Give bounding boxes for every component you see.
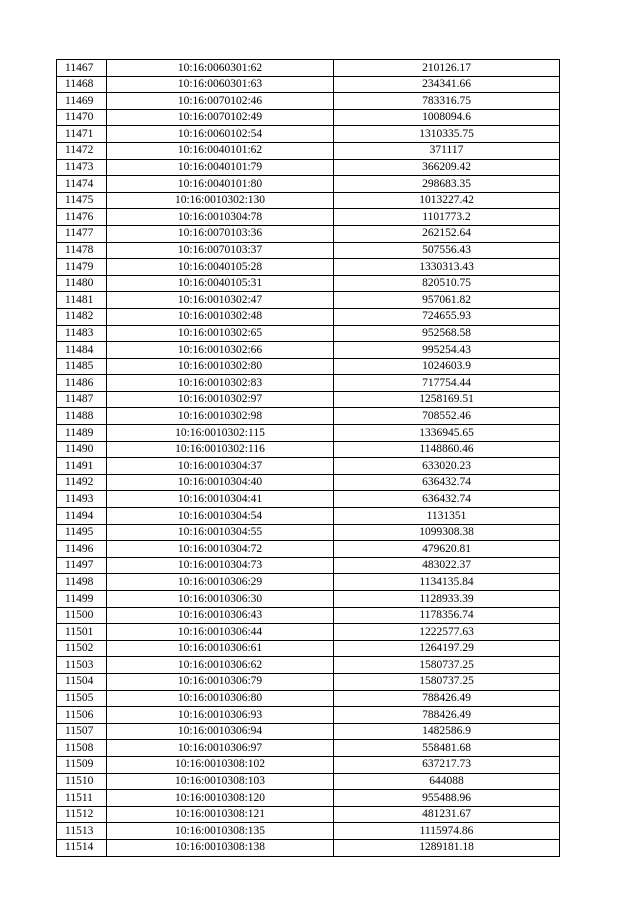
cadastral-number: 10:16:0010302:66 xyxy=(107,342,334,359)
cadastral-number: 10:16:0010304:72 xyxy=(107,541,334,558)
table-row xyxy=(57,640,560,657)
table-row xyxy=(57,690,560,707)
cadastral-number: 10:16:0010302:97 xyxy=(107,391,334,408)
cadastral-value: 481231.67 xyxy=(334,806,560,823)
cadastral-value: 507556.43 xyxy=(334,242,560,259)
table-row xyxy=(57,342,560,359)
cadastral-value: 234341.66 xyxy=(334,76,560,93)
row-number: 11486 xyxy=(57,375,107,392)
cadastral-number: 10:16:0010302:130 xyxy=(107,192,334,209)
row-number: 11492 xyxy=(57,474,107,491)
row-number: 11472 xyxy=(57,142,107,159)
cadastral-number: 10:16:0010306:61 xyxy=(107,640,334,657)
cadastral-number: 10:16:0010306:43 xyxy=(107,607,334,624)
cadastral-value: 1134135.84 xyxy=(334,574,560,591)
table-row xyxy=(57,425,560,442)
row-number: 11496 xyxy=(57,541,107,558)
table-row xyxy=(57,823,560,840)
cadastral-value: 955488.96 xyxy=(334,790,560,807)
row-number: 11473 xyxy=(57,159,107,176)
cadastral-value: 724655.93 xyxy=(334,308,560,325)
cadastral-value: 1131351 xyxy=(334,508,560,525)
cadastral-value: 483022.37 xyxy=(334,557,560,574)
row-number: 11505 xyxy=(57,690,107,707)
cadastral-number: 10:16:0010308:103 xyxy=(107,773,334,790)
table-row xyxy=(57,308,560,325)
table-row xyxy=(57,242,560,259)
table-row xyxy=(57,93,560,110)
row-number: 11480 xyxy=(57,275,107,292)
table-row xyxy=(57,458,560,475)
table-row xyxy=(57,209,560,226)
cadastral-value: 717754.44 xyxy=(334,375,560,392)
row-number: 11494 xyxy=(57,508,107,525)
cadastral-value: 371117 xyxy=(334,142,560,159)
table-row xyxy=(57,508,560,525)
cadastral-number: 10:16:0060102:54 xyxy=(107,126,334,143)
row-number: 11476 xyxy=(57,209,107,226)
cadastral-value: 1008094.6 xyxy=(334,109,560,126)
row-number: 11485 xyxy=(57,358,107,375)
table-row xyxy=(57,591,560,608)
table-row xyxy=(57,76,560,93)
row-number: 11491 xyxy=(57,458,107,475)
cadastral-value: 644088 xyxy=(334,773,560,790)
cadastral-number: 10:16:0010304:54 xyxy=(107,508,334,525)
cadastral-number: 10:16:0060301:63 xyxy=(107,76,334,93)
row-number: 11489 xyxy=(57,425,107,442)
cadastral-value: 1482586.9 xyxy=(334,723,560,740)
table-row xyxy=(57,142,560,159)
row-number: 11511 xyxy=(57,790,107,807)
row-number: 11495 xyxy=(57,524,107,541)
cadastral-number: 10:16:0010306:29 xyxy=(107,574,334,591)
cadastral-number: 10:16:0010306:94 xyxy=(107,723,334,740)
cadastral-number: 10:16:0070103:37 xyxy=(107,242,334,259)
row-number: 11499 xyxy=(57,591,107,608)
table-row xyxy=(57,574,560,591)
cadastral-value: 957061.82 xyxy=(334,292,560,309)
row-number: 11481 xyxy=(57,292,107,309)
row-number: 11490 xyxy=(57,441,107,458)
cadastral-number: 10:16:0010304:41 xyxy=(107,491,334,508)
cadastral-value: 788426.49 xyxy=(334,690,560,707)
table-row xyxy=(57,126,560,143)
row-number: 11477 xyxy=(57,225,107,242)
cadastral-number: 10:16:0010306:80 xyxy=(107,690,334,707)
cadastral-number: 10:16:0010308:120 xyxy=(107,790,334,807)
row-number: 11504 xyxy=(57,673,107,690)
cadastral-value: 1264197.29 xyxy=(334,640,560,657)
cadastral-value: 1013227.42 xyxy=(334,192,560,209)
row-number: 11470 xyxy=(57,109,107,126)
cadastral-value: 366209.42 xyxy=(334,159,560,176)
cadastral-value: 952568.58 xyxy=(334,325,560,342)
table-row xyxy=(57,474,560,491)
cadastral-number: 10:16:0040105:28 xyxy=(107,259,334,276)
cadastral-value: 1099308.38 xyxy=(334,524,560,541)
cadastral-value: 636432.74 xyxy=(334,474,560,491)
cadastral-number: 10:16:0010302:80 xyxy=(107,358,334,375)
cadastral-number: 10:16:0010306:93 xyxy=(107,707,334,724)
cadastral-number: 10:16:0040101:80 xyxy=(107,176,334,193)
cadastral-number: 10:16:0010306:97 xyxy=(107,740,334,757)
table-row xyxy=(57,790,560,807)
table-row xyxy=(57,225,560,242)
table-row xyxy=(57,275,560,292)
row-number: 11497 xyxy=(57,557,107,574)
cadastral-value: 210126.17 xyxy=(334,60,560,77)
cadastral-number: 10:16:0010304:40 xyxy=(107,474,334,491)
cadastral-value: 1101773.2 xyxy=(334,209,560,226)
table-row xyxy=(57,607,560,624)
table-row xyxy=(57,375,560,392)
row-number: 11500 xyxy=(57,607,107,624)
table-row xyxy=(57,292,560,309)
cadastral-value: 1289181.18 xyxy=(334,839,560,856)
cadastral-number: 10:16:0010308:135 xyxy=(107,823,334,840)
cadastral-number: 10:16:0040105:31 xyxy=(107,275,334,292)
cadastral-number: 10:16:0010302:115 xyxy=(107,425,334,442)
table-row xyxy=(57,624,560,641)
cadastral-value: 298683.35 xyxy=(334,176,560,193)
table-row xyxy=(57,839,560,856)
cadastral-value: 820510.75 xyxy=(334,275,560,292)
table-row xyxy=(57,192,560,209)
cadastral-number: 10:16:0060301:62 xyxy=(107,60,334,77)
cadastral-value: 558481.68 xyxy=(334,740,560,757)
table-row xyxy=(57,391,560,408)
cadastral-number: 10:16:0040101:62 xyxy=(107,142,334,159)
table-row xyxy=(57,756,560,773)
row-number: 11501 xyxy=(57,624,107,641)
cadastral-number: 10:16:0070103:36 xyxy=(107,225,334,242)
cadastral-value: 1024603.9 xyxy=(334,358,560,375)
cadastral-number: 10:16:0070102:49 xyxy=(107,109,334,126)
cadastral-value: 637217.73 xyxy=(334,756,560,773)
cadastral-value: 1580737.25 xyxy=(334,657,560,674)
cadastral-value: 479620.81 xyxy=(334,541,560,558)
table-row xyxy=(57,723,560,740)
row-number: 11506 xyxy=(57,707,107,724)
table-row xyxy=(57,541,560,558)
row-number: 11510 xyxy=(57,773,107,790)
row-number: 11493 xyxy=(57,491,107,508)
cadastral-number: 10:16:0010302:116 xyxy=(107,441,334,458)
row-number: 11509 xyxy=(57,756,107,773)
cadastral-value: 262152.64 xyxy=(334,225,560,242)
row-number: 11475 xyxy=(57,192,107,209)
row-number: 11482 xyxy=(57,308,107,325)
cadastral-value: 995254.43 xyxy=(334,342,560,359)
cadastral-value: 708552.46 xyxy=(334,408,560,425)
cadastral-number: 10:16:0010308:121 xyxy=(107,806,334,823)
table-row xyxy=(57,358,560,375)
table-row xyxy=(57,176,560,193)
row-number: 11469 xyxy=(57,93,107,110)
table-row xyxy=(57,109,560,126)
row-number: 11471 xyxy=(57,126,107,143)
cadastral-value: 1178356.74 xyxy=(334,607,560,624)
table-row xyxy=(57,740,560,757)
row-number: 11508 xyxy=(57,740,107,757)
cadastral-number: 10:16:0010306:62 xyxy=(107,657,334,674)
cadastral-value-table xyxy=(56,59,560,857)
cadastral-number: 10:16:0010302:47 xyxy=(107,292,334,309)
cadastral-number: 10:16:0010304:73 xyxy=(107,557,334,574)
table-row xyxy=(57,60,560,77)
table-row xyxy=(57,773,560,790)
table-row xyxy=(57,707,560,724)
cadastral-number: 10:16:0010306:30 xyxy=(107,591,334,608)
cadastral-value: 1330313.43 xyxy=(334,259,560,276)
cadastral-value: 1580737.25 xyxy=(334,673,560,690)
table-row xyxy=(57,657,560,674)
row-number: 11484 xyxy=(57,342,107,359)
cadastral-value: 633020.23 xyxy=(334,458,560,475)
cadastral-value: 636432.74 xyxy=(334,491,560,508)
cadastral-value: 1310335.75 xyxy=(334,126,560,143)
row-number: 11479 xyxy=(57,259,107,276)
table-row xyxy=(57,159,560,176)
table-row xyxy=(57,806,560,823)
cadastral-value: 1258169.51 xyxy=(334,391,560,408)
table-row xyxy=(57,325,560,342)
table-row xyxy=(57,557,560,574)
cadastral-value: 1148860.46 xyxy=(334,441,560,458)
row-number: 11478 xyxy=(57,242,107,259)
table-row xyxy=(57,441,560,458)
cadastral-number: 10:16:0040101:79 xyxy=(107,159,334,176)
row-number: 11467 xyxy=(57,60,107,77)
row-number: 11498 xyxy=(57,574,107,591)
table-row xyxy=(57,491,560,508)
cadastral-number: 10:16:0010304:78 xyxy=(107,209,334,226)
cadastral-number: 10:16:0010304:37 xyxy=(107,458,334,475)
row-number: 11502 xyxy=(57,640,107,657)
row-number: 11507 xyxy=(57,723,107,740)
table-row xyxy=(57,408,560,425)
cadastral-number: 10:16:0010308:138 xyxy=(107,839,334,856)
cadastral-number: 10:16:0010308:102 xyxy=(107,756,334,773)
cadastral-value: 783316.75 xyxy=(334,93,560,110)
cadastral-value: 1128933.39 xyxy=(334,591,560,608)
row-number: 11468 xyxy=(57,76,107,93)
row-number: 11514 xyxy=(57,839,107,856)
row-number: 11513 xyxy=(57,823,107,840)
row-number: 11503 xyxy=(57,657,107,674)
cadastral-number: 10:16:0010302:48 xyxy=(107,308,334,325)
cadastral-number: 10:16:0010306:79 xyxy=(107,673,334,690)
cadastral-value: 1222577.63 xyxy=(334,624,560,641)
row-number: 11483 xyxy=(57,325,107,342)
row-number: 11487 xyxy=(57,391,107,408)
cadastral-number: 10:16:0010302:98 xyxy=(107,408,334,425)
cadastral-value: 1336945.65 xyxy=(334,425,560,442)
table-row xyxy=(57,524,560,541)
row-number: 11474 xyxy=(57,176,107,193)
row-number: 11512 xyxy=(57,806,107,823)
row-number: 11488 xyxy=(57,408,107,425)
cadastral-number: 10:16:0010302:83 xyxy=(107,375,334,392)
table-row xyxy=(57,259,560,276)
cadastral-number: 10:16:0070102:46 xyxy=(107,93,334,110)
cadastral-number: 10:16:0010304:55 xyxy=(107,524,334,541)
cadastral-value: 1115974.86 xyxy=(334,823,560,840)
table-row xyxy=(57,673,560,690)
table-body xyxy=(57,60,560,857)
cadastral-value: 788426.49 xyxy=(334,707,560,724)
cadastral-number: 10:16:0010306:44 xyxy=(107,624,334,641)
cadastral-number: 10:16:0010302:65 xyxy=(107,325,334,342)
